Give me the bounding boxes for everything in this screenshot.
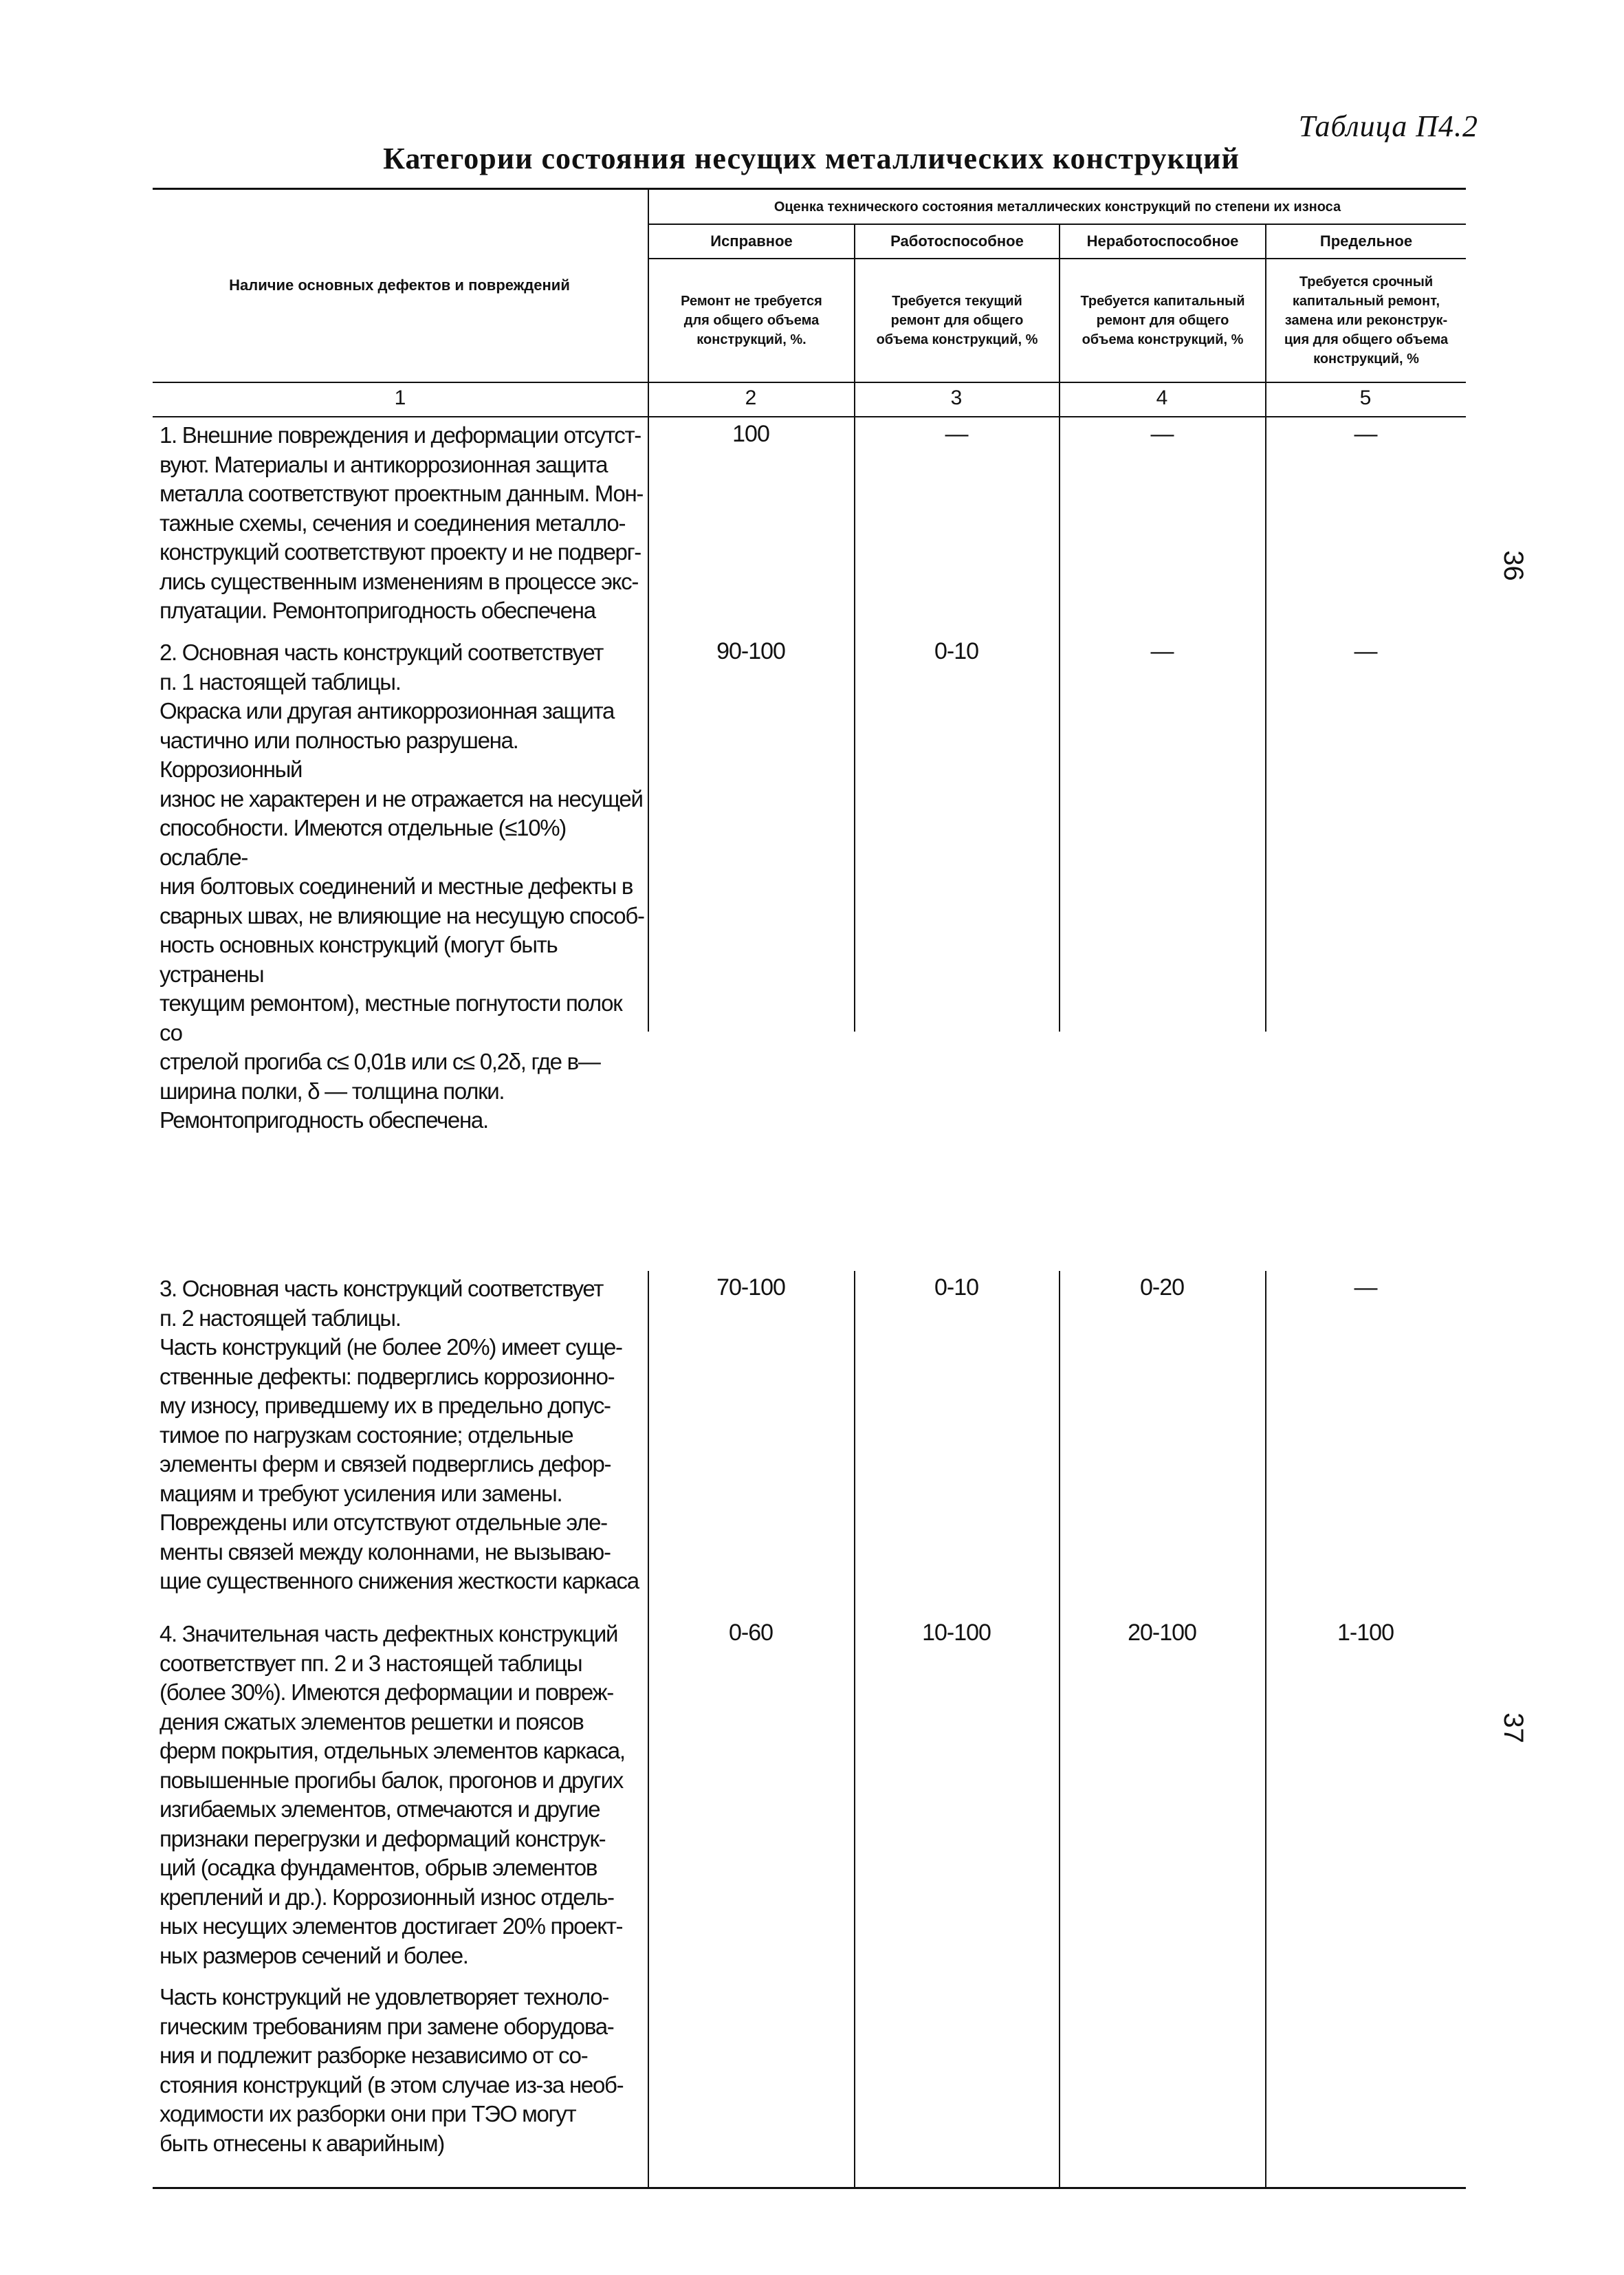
column-number: 1 <box>394 387 406 409</box>
vline-a1 <box>648 417 649 1032</box>
column-number: 3 <box>950 387 963 409</box>
row-3-value-inoperable: 0-20 <box>1139 1274 1185 1300</box>
vline-b2 <box>854 1271 855 2187</box>
row-3-value-limit: — <box>1354 1274 1377 1300</box>
vline-a4 <box>1265 417 1266 1032</box>
header-defects: Наличие основных дефектов и повреждений <box>229 276 570 294</box>
row-2-value-limit: — <box>1354 638 1377 664</box>
header-category-limit: Предельное <box>1319 232 1413 250</box>
row-2-description: 2. Основная часть конструкций соответствует п. 1 настоящей таблицы. Окраска или другая антикоррозионная защита частично или полностью разрушена. Коррозионный износ не характерен и не отражается на несущей способности. Имеются отдельные (≤10%) ослабле- ния болтовых соединений и местные дефекты в сварных швах, не влияющие на несущую способ- ность основных конструкций (могут быть устранены текущим ремонтом), местные погнутости полок со стрелой прогиба c≤ 0,01в или c≤ 0,2δ, где в— ширина полки, δ — толщина полки. Ремонтопригодность обеспечена. <box>160 640 644 1133</box>
header-sub-urgent-repair: Требуется срочный капитальный ремонт, замена или реконструк- ция для общего объема конструкций, % <box>1284 274 1449 367</box>
vline-b4 <box>1265 1271 1266 2187</box>
header-sub-no-repair: Ремонт не требуется для общего объема конструкций, %. <box>681 294 822 347</box>
row-4-value-inoperable: 20-100 <box>1128 1620 1196 1646</box>
rule-bottom <box>153 2187 1466 2189</box>
row-4-value-operable: 10-100 <box>922 1620 991 1646</box>
vline-b1 <box>648 1271 649 2187</box>
row-2-value-serviceable: 90-100 <box>716 638 785 664</box>
header-sub-capital-repair: Требуется капитальный ремонт для общего объема конструкций, % <box>1080 294 1245 347</box>
vline-b3 <box>1059 1271 1060 2187</box>
row-1-description: 1. Внешние повреждения и деформации отсутст- вуют. Материалы и антикоррозионная защита металла соответствуют проектным данным. Мон- тажные схемы, сечения и соединения металло- конструкций соответствуют проекту и не подверг- лись существенным изменениям в процессе экс- плуатации. Ремонтопригодность обеспечена <box>160 422 644 623</box>
row-1-value-serviceable: 100 <box>732 421 769 447</box>
row-4-description-extra: Часть конструкций не удовлетворяет техноло- гическим требованиям при замене оборудова- ния и подлежит разборке независимо от со- стояния конструкций (в этом случае из-за необ- ходимости их разборки они при ТЭО могут быть отнесены к аварийным) <box>160 1984 624 2156</box>
row-1-value-inoperable: — <box>1150 421 1174 447</box>
vline-a2 <box>854 417 855 1032</box>
header-category-serviceable: Исправное <box>710 232 793 250</box>
column-number: 4 <box>1156 387 1168 409</box>
column-number: 5 <box>1359 387 1372 409</box>
page-number: 36 <box>1497 550 1528 581</box>
row-4-description: 4. Значительная часть дефектных конструкций соответствует пп. 2 и 3 настоящей таблицы (более 30%). Имеются деформации и повреж- дения сжатых элементов решетки и поясов ферм покрытия, отдельных элементов каркаса, повышенные прогибы балок, прогонов и других изгибаемых элементов, отмечаются и другие признаки перегрузки и деформаций конструк- ций (осадка фундаментов, обрыв элементов креплений и др.). Коррозионный износ отдель- ных несущих элементов достигает 20% проект- ных размеров сечений и более. <box>160 1621 625 1968</box>
header-category-operable: Работоспособное <box>890 232 1024 250</box>
header-sub-current-repair: Требуется текущий ремонт для общего объема конструкций, % <box>876 294 1038 347</box>
table-title: Категории состояния несущих металлических конструкций <box>383 142 1240 175</box>
row-1-value-operable: — <box>945 421 968 447</box>
header-assessment: Оценка технического состояния металлических конструкций по степени их износа <box>773 199 1341 215</box>
row-2-value-inoperable: — <box>1150 638 1174 664</box>
vline-a3 <box>1059 417 1060 1032</box>
header-category-inoperable: Неработоспособное <box>1086 232 1239 250</box>
row-2-value-operable: 0-10 <box>934 638 979 664</box>
page-number: 37 <box>1497 1712 1528 1743</box>
row-4-value-limit: 1-100 <box>1337 1620 1394 1646</box>
table-reference: Таблица П4.2 <box>1298 109 1478 143</box>
rule-colnums <box>153 416 1466 417</box>
column-number: 2 <box>745 387 757 409</box>
rule-subheads <box>153 382 1466 383</box>
row-3-value-serviceable: 70-100 <box>716 1274 785 1300</box>
row-3-value-operable: 0-10 <box>934 1274 979 1300</box>
row-1-value-limit: — <box>1354 421 1377 447</box>
row-4-value-serviceable: 0-60 <box>728 1620 773 1646</box>
row-3-description: 3. Основная часть конструкций соответствует п. 2 настоящей таблицы. Часть конструкций (не более 20%) имеет суще- ственные дефекты: подверглись коррозионно- му износу, приведшему их в предельно допус- тимое по нагрузкам состояние; отдельные элементы ферм и связей подверглись дефор- мациям и требуют усиления или замены. Повреждены или отсутствуют отдельные эле- менты связей между колоннами, не вызываю- щие существенного снижения жесткости каркаса <box>160 1276 639 1593</box>
